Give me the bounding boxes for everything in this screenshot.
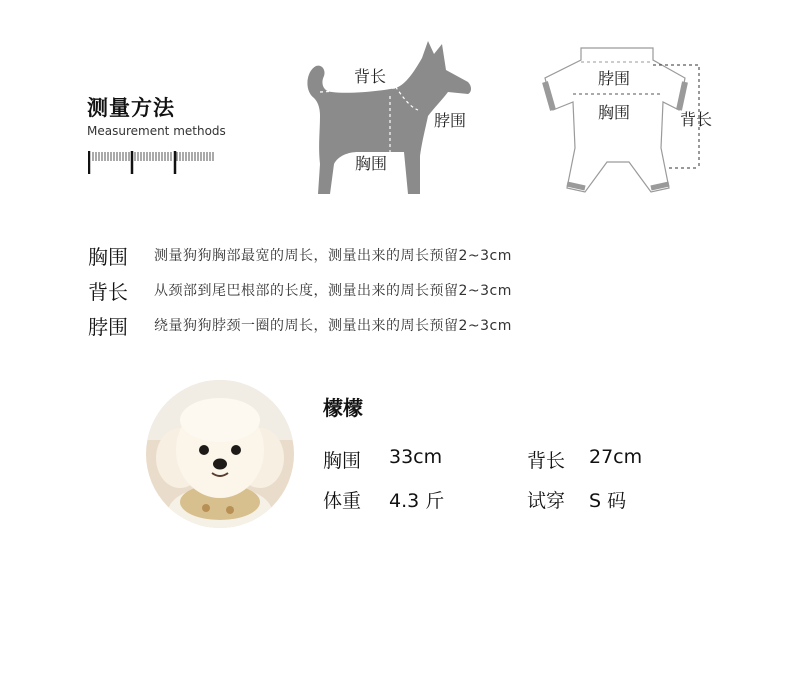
description-text: 绕量狗狗脖颈一圈的周长，测量出来的周长预留2~3cm — [154, 318, 512, 334]
ruler-icon — [88, 149, 218, 175]
description-text: 从颈部到尾巴根部的长度，测量出来的周长预留2~3cm — [154, 283, 512, 299]
model-name: 檬檬 — [323, 396, 363, 420]
stat-value: 33cm — [389, 446, 443, 468]
shirt-chest-label: 胸围 — [598, 103, 631, 122]
dog-chest-label: 胸围 — [355, 154, 388, 173]
description-row-neck — [88, 310, 512, 340]
section-title: 测量方法 — [87, 96, 175, 120]
stat-label: 体重 — [323, 490, 362, 512]
description-term: 脖围 — [88, 314, 128, 339]
stat-label: 背长 — [527, 450, 566, 472]
model-weight-stat — [323, 486, 444, 513]
stat-label: 试穿 — [527, 490, 566, 512]
stat-value: 4.3 斤 — [389, 490, 445, 512]
model-size-stat — [527, 486, 626, 513]
description-term: 胸围 — [88, 244, 128, 269]
dog-neck-label: 脖围 — [434, 111, 467, 130]
shirt-back-label: 背长 — [680, 110, 713, 129]
description-row-chest — [88, 240, 512, 270]
model-chest-stat — [323, 446, 442, 473]
section-subtitle: Measurement methods — [87, 124, 226, 138]
description-term: 背长 — [88, 279, 128, 304]
shirt-neck-label: 脖围 — [598, 69, 631, 88]
model-back-stat — [527, 446, 642, 473]
stat-value: S 码 — [589, 490, 627, 512]
description-text: 测量狗狗胸部最宽的周长，测量出来的周长预留2~3cm — [154, 248, 512, 264]
dog-back-label: 背长 — [354, 67, 387, 86]
stat-value: 27cm — [589, 446, 643, 468]
model-dog-photo — [146, 380, 294, 528]
stat-label: 胸围 — [323, 450, 362, 472]
description-row-back — [88, 275, 512, 305]
